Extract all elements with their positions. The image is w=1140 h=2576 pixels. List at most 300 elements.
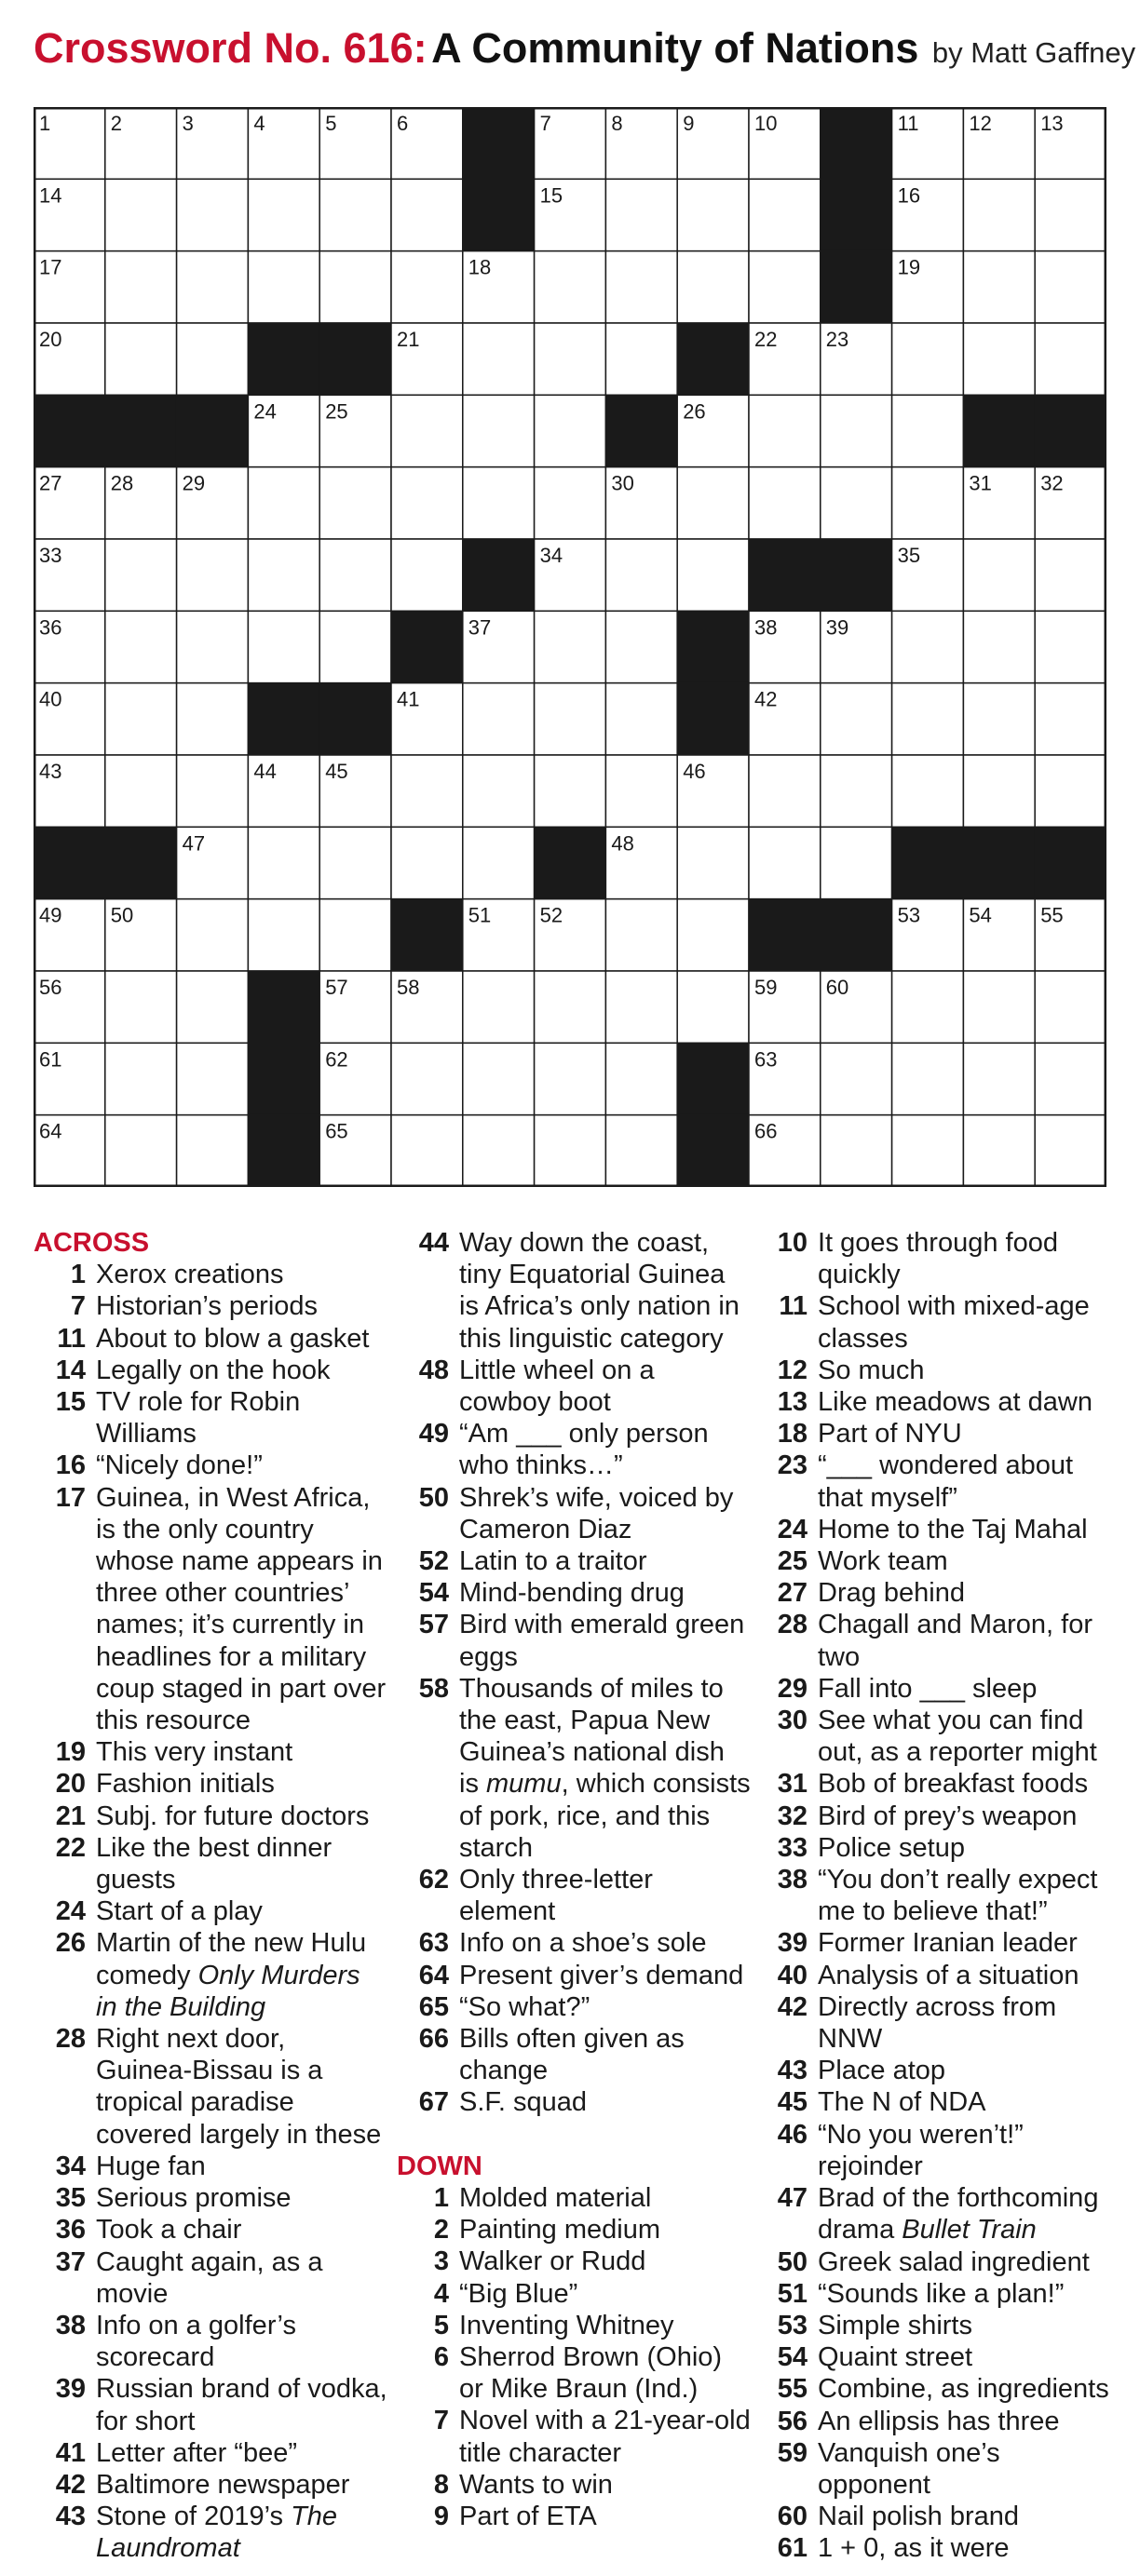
cell-number: 42 — [754, 687, 778, 711]
grid-block — [105, 827, 177, 898]
cell-number: 3 — [182, 112, 194, 135]
grid-cell[interactable] — [749, 179, 821, 250]
grid-cell[interactable] — [177, 323, 249, 395]
clue-number: 42 — [777, 1991, 808, 2022]
clue-number: 35 — [55, 2183, 86, 2214]
clue-item — [397, 1482, 751, 1545]
puzzle-title: A Community of Nations — [431, 24, 919, 72]
grid-cell[interactable] — [463, 467, 535, 539]
grid-cell[interactable] — [177, 755, 249, 827]
grid-block — [463, 539, 535, 611]
grid-cell[interactable] — [248, 611, 319, 682]
clue-item — [34, 1450, 387, 1481]
clue-item — [755, 1705, 1109, 1768]
clue-item — [34, 1355, 387, 1386]
clue-text: Simple shirts — [818, 2310, 972, 2340]
clue-text: Stone of 2019’s The Laundromat — [96, 2502, 338, 2564]
clue-text: Huge fan — [96, 2151, 206, 2181]
clue-text: An ellipsis has three — [818, 2406, 1060, 2436]
grid-cell[interactable] — [248, 539, 319, 611]
grid-cell[interactable] — [605, 611, 677, 682]
cell-number: 64 — [39, 1119, 62, 1143]
cell-number: 52 — [539, 903, 563, 927]
grid-cell[interactable] — [1035, 683, 1106, 755]
clue-item — [397, 2182, 751, 2214]
grid-cell[interactable] — [177, 1115, 249, 1187]
grid-cell[interactable] — [963, 683, 1035, 755]
cell-number: 1 — [39, 112, 51, 135]
cell-number: 60 — [825, 976, 849, 999]
cell-number: 53 — [897, 903, 921, 927]
grid-cell[interactable] — [391, 755, 463, 827]
grid-cell[interactable] — [177, 179, 249, 250]
clue-item — [755, 2182, 1109, 2246]
grid-block — [248, 323, 319, 395]
clue-item — [755, 2055, 1109, 2086]
clue-number: 11 — [57, 1323, 86, 1354]
clue-item — [397, 2023, 751, 2086]
clue-number: 13 — [777, 1387, 808, 1418]
grid-cell[interactable] — [391, 827, 463, 898]
clue-text: Info on a golfer’s scorecard — [96, 2310, 296, 2373]
grid-cell[interactable] — [319, 611, 391, 682]
grid-cell[interactable] — [963, 179, 1035, 250]
grid-cell[interactable] — [963, 971, 1035, 1043]
clue-text: Novel with a 21-year-old title character — [459, 2406, 751, 2468]
grid-cell[interactable] — [319, 827, 391, 898]
clue-number: 59 — [777, 2437, 808, 2468]
grid-cell[interactable] — [605, 539, 677, 611]
grid-cell[interactable] — [892, 1043, 964, 1114]
clue-number: 18 — [777, 1419, 808, 1450]
clue-item — [755, 1801, 1109, 1832]
cell-number: 43 — [39, 760, 62, 783]
crossword-grid — [34, 107, 1106, 1187]
grid-cell[interactable] — [892, 971, 964, 1043]
grid-block — [535, 827, 606, 898]
grid-cell[interactable] — [105, 323, 177, 395]
clue-number: 7 — [433, 2406, 449, 2436]
clue-number: 44 — [418, 1228, 449, 1258]
clue-number: 65 — [418, 1991, 449, 2022]
clue-number: 28 — [55, 2024, 86, 2055]
grid-cell[interactable] — [963, 323, 1035, 395]
clue-number: 63 — [418, 1928, 449, 1959]
grid-cell[interactable] — [677, 251, 749, 323]
cell-number: 16 — [897, 183, 921, 208]
clue-number: 2 — [433, 2215, 449, 2246]
grid-cell[interactable] — [535, 1115, 606, 1187]
grid-cell[interactable] — [177, 539, 249, 611]
grid-cell[interactable] — [821, 1043, 892, 1114]
cell-number: 9 — [683, 112, 695, 135]
grid-cell[interactable] — [177, 611, 249, 682]
clue-item — [755, 2373, 1109, 2405]
clue-number: 61 — [777, 2533, 808, 2564]
clue-item — [397, 2469, 751, 2501]
clue-text: Quaint street — [818, 2342, 973, 2373]
clue-text: Baltimore newspaper — [96, 2469, 350, 2500]
clue-number: 17 — [55, 1482, 86, 1513]
clue-number: 25 — [777, 1546, 808, 1577]
grid-block — [821, 251, 892, 323]
grid-cell[interactable] — [391, 395, 463, 466]
clue-item — [397, 2341, 751, 2405]
cell-number: 29 — [182, 471, 206, 495]
cell-number: 54 — [969, 903, 992, 927]
clue-number: 48 — [418, 1355, 449, 1385]
grid-cell[interactable] — [892, 467, 964, 539]
grid-cell[interactable] — [1035, 251, 1106, 323]
clue-text: Start of a play — [96, 1896, 263, 1927]
clue-item — [397, 2501, 751, 2532]
grid-block — [105, 395, 177, 466]
grid-cell[interactable] — [391, 1115, 463, 1187]
clue-item — [397, 1577, 751, 1609]
grid-cell[interactable] — [605, 1115, 677, 1187]
grid-cell[interactable] — [892, 395, 964, 466]
grid-cell[interactable] — [605, 755, 677, 827]
cell-number: 49 — [39, 903, 62, 927]
cell-number: 24 — [253, 399, 277, 424]
grid-cell[interactable] — [535, 251, 606, 323]
grid-cell[interactable] — [605, 971, 677, 1043]
grid-cell[interactable] — [1035, 611, 1106, 682]
clue-item — [34, 1736, 387, 1768]
clue-text: Home to the Taj Mahal — [818, 1514, 1088, 1544]
grid-cell[interactable] — [605, 899, 677, 971]
grid-cell[interactable] — [463, 395, 535, 466]
grid-cell[interactable] — [391, 1043, 463, 1114]
grid-cell[interactable] — [463, 1043, 535, 1114]
clue-item — [397, 1673, 751, 1864]
grid-block — [248, 971, 319, 1043]
grid-cell[interactable] — [535, 971, 606, 1043]
grid-cell[interactable] — [248, 467, 319, 539]
clue-item — [755, 1514, 1109, 1545]
grid-cell[interactable] — [177, 251, 249, 323]
clue-item — [755, 2310, 1109, 2341]
grid-cell[interactable] — [463, 971, 535, 1043]
grid-cell[interactable] — [105, 755, 177, 827]
cell-number: 21 — [397, 328, 420, 351]
grid-cell[interactable] — [892, 755, 964, 827]
grid-cell[interactable] — [892, 611, 964, 682]
cell-number: 50 — [110, 903, 134, 927]
clue-text: S.F. squad — [459, 2087, 588, 2118]
grid-cell[interactable] — [963, 611, 1035, 682]
clue-text: Drag behind — [818, 1578, 965, 1609]
clue-item — [755, 1768, 1109, 1800]
clue-number: 39 — [55, 2374, 86, 2405]
grid-cell[interactable] — [963, 755, 1035, 827]
grid-cell[interactable] — [749, 251, 821, 323]
clue-item — [397, 1418, 751, 1481]
clue-text: TV role for Robin Williams — [96, 1387, 301, 1450]
grid-cell[interactable] — [1035, 539, 1106, 611]
clue-text: See what you can find out, as a reporter might — [818, 1706, 1097, 1768]
clue-number: 53 — [777, 2310, 808, 2340]
clue-text: Inventing Whitney — [459, 2310, 674, 2340]
cell-number: 46 — [683, 760, 706, 783]
clue-text: Nail polish brand — [818, 2502, 1020, 2532]
clue-text: Fall into ___ sleep — [818, 1673, 1038, 1704]
grid-cell[interactable] — [319, 179, 391, 250]
grid-cell[interactable] — [535, 323, 606, 395]
clue-text: “Sounds like a plan!” — [818, 2278, 1065, 2309]
grid-cell[interactable] — [677, 971, 749, 1043]
grid-cell[interactable] — [749, 755, 821, 827]
cell-number: 38 — [754, 615, 778, 640]
clue-number: 41 — [55, 2437, 86, 2468]
clue-text: Part of NYU — [818, 1419, 962, 1450]
cell-number: 45 — [325, 760, 348, 783]
grid-cell[interactable] — [248, 827, 319, 898]
grid-cell[interactable] — [1035, 1115, 1106, 1187]
clue-number: 24 — [777, 1514, 808, 1544]
clue-item — [755, 2278, 1109, 2310]
clue-item — [34, 1832, 387, 1895]
cell-number: 13 — [1040, 112, 1064, 135]
grid-cell[interactable] — [535, 611, 606, 682]
grid-cell[interactable] — [677, 539, 749, 611]
grid-cell[interactable] — [677, 467, 749, 539]
grid-cell[interactable] — [605, 683, 677, 755]
clue-text: Directly across from NNW — [818, 1991, 1057, 2055]
cell-number: 19 — [897, 255, 921, 279]
cell-number: 35 — [897, 544, 921, 567]
grid-cell[interactable] — [105, 251, 177, 323]
grid-cell[interactable] — [105, 1043, 177, 1114]
grid-cell[interactable] — [892, 323, 964, 395]
clue-text: Little wheel on a cowboy boot — [459, 1355, 655, 1418]
cell-number: 7 — [539, 112, 551, 135]
grid-cell[interactable] — [821, 1115, 892, 1187]
grid-cell[interactable] — [677, 827, 749, 898]
clue-item — [397, 2278, 751, 2310]
grid-cell[interactable] — [391, 539, 463, 611]
grid-cell[interactable] — [319, 899, 391, 971]
cell-number: 11 — [897, 112, 919, 135]
grid-cell[interactable] — [105, 1115, 177, 1187]
grid-block — [1035, 395, 1106, 466]
grid-block — [1035, 827, 1106, 898]
clue-text: Police setup — [818, 1832, 965, 1863]
clue-item — [755, 1290, 1109, 1354]
down-clue-list-continued — [755, 1227, 1109, 2565]
grid-cell[interactable] — [1035, 179, 1106, 250]
clue-item — [755, 2246, 1109, 2278]
grid-cell[interactable] — [463, 755, 535, 827]
cell-number: 6 — [397, 112, 409, 135]
grid-cell[interactable] — [535, 467, 606, 539]
clue-number: 38 — [55, 2310, 86, 2340]
grid-block — [177, 395, 249, 466]
clue-number: 5 — [433, 2310, 449, 2340]
grid-cell[interactable] — [105, 611, 177, 682]
grid-cell[interactable] — [821, 755, 892, 827]
clue-number: 54 — [777, 2342, 808, 2373]
clue-text: Analysis of a situation — [818, 1960, 1079, 1990]
clue-text: “Big Blue” — [459, 2278, 578, 2309]
grid-cell[interactable] — [1035, 971, 1106, 1043]
clue-text: About to blow a gasket — [96, 1323, 370, 1354]
grid-cell[interactable] — [177, 1043, 249, 1114]
clue-text: Bird with emerald green eggs — [459, 1610, 745, 1672]
grid-cell[interactable] — [963, 251, 1035, 323]
grid-cell[interactable] — [463, 1115, 535, 1187]
clue-text: “___ wondered about that myself” — [818, 1450, 1074, 1513]
cell-number: 10 — [754, 112, 778, 135]
clue-number: 50 — [777, 2246, 808, 2277]
cell-number: 41 — [397, 687, 420, 711]
clue-text: Wants to win — [459, 2469, 613, 2500]
grid-block — [677, 611, 749, 682]
across-clue-list-continued — [397, 1227, 751, 2119]
clue-number: 57 — [418, 1610, 449, 1640]
clue-text: Martin of the new Hulu comedy Only Murders in the Building — [96, 1928, 367, 2022]
grid-block — [677, 1115, 749, 1187]
grid-cell[interactable] — [963, 539, 1035, 611]
clue-text: “No you weren’t!” rejoinder — [818, 2119, 1024, 2181]
clue-text: Brad of the forthcoming drama Bullet Train — [818, 2183, 1099, 2246]
grid-cell[interactable] — [1035, 323, 1106, 395]
clue-number: 56 — [777, 2406, 808, 2436]
cell-number: 44 — [253, 760, 277, 783]
cell-number: 18 — [468, 255, 492, 279]
grid-cell[interactable] — [177, 899, 249, 971]
grid-cell[interactable] — [821, 395, 892, 466]
grid-cell[interactable] — [177, 971, 249, 1043]
clue-number: 37 — [55, 2246, 86, 2277]
clue-item — [755, 1864, 1109, 1927]
cell-number: 32 — [1040, 471, 1064, 495]
clue-item — [397, 1609, 751, 1672]
grid-cell[interactable] — [535, 1043, 606, 1114]
grid-cell[interactable] — [463, 323, 535, 395]
grid-cell[interactable] — [248, 899, 319, 971]
grid-block — [749, 539, 821, 611]
grid-cell[interactable] — [749, 827, 821, 898]
clue-item — [34, 1259, 387, 1290]
grid-cell[interactable] — [749, 467, 821, 539]
clue-text: Work team — [818, 1546, 948, 1577]
grid-cell[interactable] — [749, 395, 821, 466]
grid-block — [248, 1115, 319, 1187]
grid-cell[interactable] — [248, 179, 319, 250]
grid-cell[interactable] — [248, 251, 319, 323]
grid-cell[interactable] — [1035, 755, 1106, 827]
clue-item — [34, 1927, 387, 2023]
cell-number: 25 — [325, 399, 348, 424]
grid-cell[interactable] — [177, 683, 249, 755]
clue-item — [34, 1290, 387, 1322]
grid-cell[interactable] — [535, 395, 606, 466]
grid-cell[interactable] — [535, 755, 606, 827]
grid-cell[interactable] — [963, 1043, 1035, 1114]
clue-text: Vanquish one’s opponent — [818, 2437, 1000, 2500]
clue-item — [34, 2310, 387, 2373]
grid-block — [34, 395, 105, 466]
clue-number: 8 — [433, 2469, 449, 2500]
clue-text: Part of ETA — [459, 2501, 597, 2531]
grid-cell[interactable] — [677, 899, 749, 971]
grid-cell[interactable] — [821, 683, 892, 755]
grid-cell[interactable] — [105, 971, 177, 1043]
grid-cell[interactable] — [535, 683, 606, 755]
grid-block — [677, 1043, 749, 1114]
down-clue-list — [397, 2182, 751, 2532]
grid-cell[interactable] — [319, 467, 391, 539]
clue-number: 30 — [777, 1706, 808, 1736]
grid-cell[interactable] — [391, 467, 463, 539]
grid-cell[interactable] — [463, 827, 535, 898]
cell-number: 51 — [468, 903, 492, 927]
clue-number: 27 — [777, 1578, 808, 1609]
grid-cell[interactable] — [963, 1115, 1035, 1187]
grid-block — [463, 107, 535, 179]
grid-cell[interactable] — [892, 683, 964, 755]
grid-cell[interactable] — [391, 179, 463, 250]
grid-cell[interactable] — [391, 251, 463, 323]
clue-item — [397, 1864, 751, 1927]
clue-number: 19 — [55, 1737, 86, 1768]
cell-number: 58 — [397, 976, 420, 999]
clue-text: Historian’s periods — [96, 1291, 319, 1322]
cell-number: 31 — [969, 471, 992, 495]
grid-cell[interactable] — [105, 179, 177, 250]
cell-number: 8 — [611, 112, 623, 135]
clue-text: “So what?” — [459, 1991, 590, 2022]
clue-number: 34 — [55, 2151, 86, 2181]
clue-text: Bob of breakfast foods — [818, 1769, 1089, 1800]
clue-item — [34, 2023, 387, 2151]
grid-cell[interactable] — [605, 1043, 677, 1114]
grid-cell[interactable] — [105, 539, 177, 611]
grid-block — [821, 899, 892, 971]
clue-item — [34, 1801, 387, 1832]
clue-item — [34, 2214, 387, 2246]
clue-item — [34, 2501, 387, 2564]
clue-number: 23 — [777, 1450, 808, 1481]
grid-cell[interactable] — [1035, 1043, 1106, 1114]
clue-item — [397, 1927, 751, 1959]
grid-cell[interactable] — [605, 179, 677, 250]
grid-cell[interactable] — [605, 251, 677, 323]
grid-cell[interactable] — [821, 467, 892, 539]
grid-block — [605, 395, 677, 466]
clue-item — [397, 1960, 751, 1991]
grid-cell[interactable] — [319, 539, 391, 611]
clue-item — [397, 1355, 751, 1418]
grid-cell[interactable] — [319, 251, 391, 323]
cell-number: 4 — [253, 112, 265, 135]
clue-text: “You don’t really expect me to believe that!” — [818, 1865, 1098, 1927]
clue-text: Chagall and Maron, for two — [818, 1610, 1092, 1672]
grid-cell[interactable] — [605, 323, 677, 395]
grid-cell[interactable] — [821, 827, 892, 898]
clue-number: 21 — [55, 1801, 86, 1831]
cell-number: 15 — [539, 183, 563, 208]
clue-number: 16 — [55, 1450, 86, 1481]
cell-number: 33 — [39, 544, 62, 567]
grid-block — [677, 683, 749, 755]
grid-cell[interactable] — [677, 179, 749, 250]
cell-number: 66 — [754, 1119, 778, 1143]
grid-cell[interactable] — [892, 1115, 964, 1187]
grid-cell[interactable] — [463, 683, 535, 755]
grid-cell[interactable] — [105, 683, 177, 755]
